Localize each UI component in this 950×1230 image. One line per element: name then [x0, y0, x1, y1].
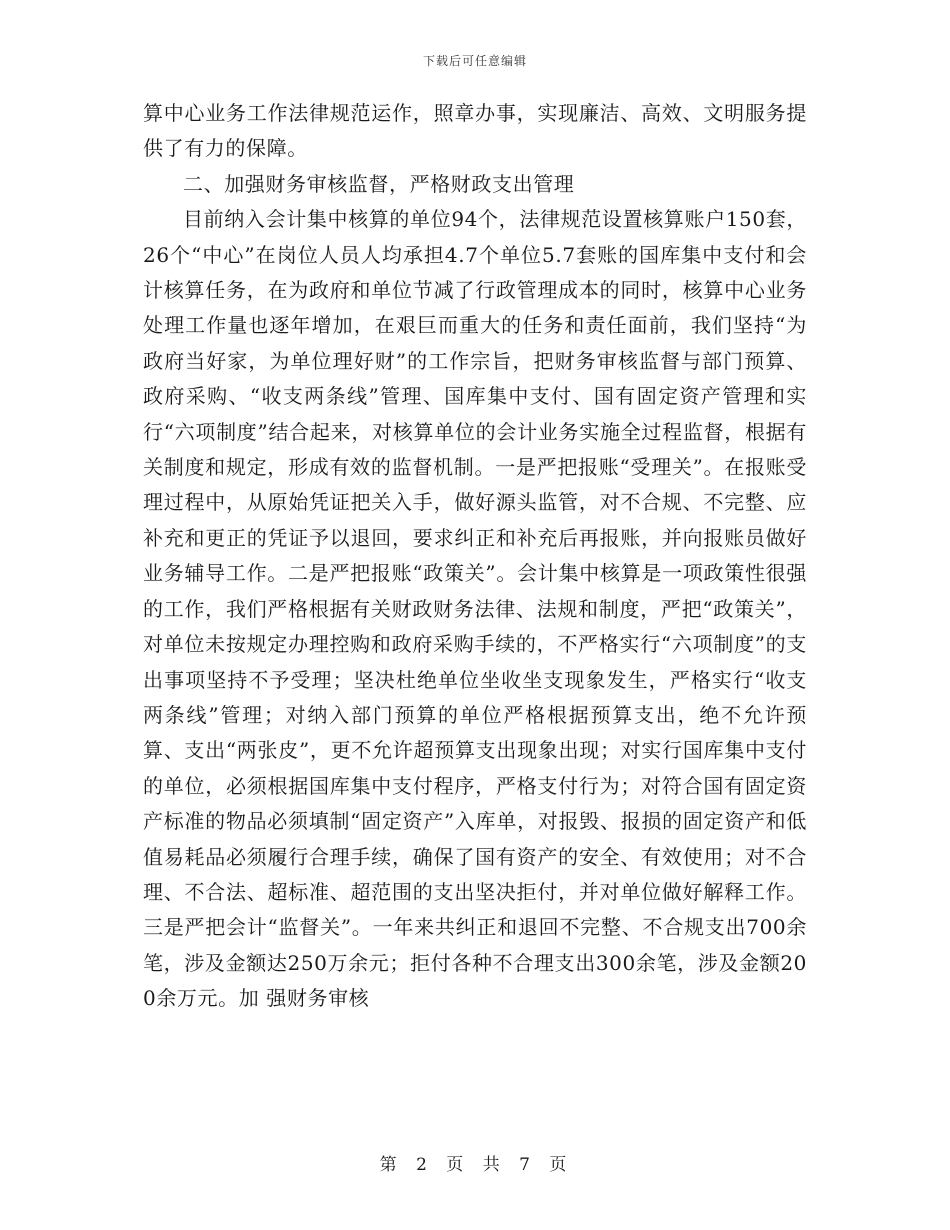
document-body: [143, 96, 807, 1017]
section-heading: 二、加强财务审核监督，严格财政支出管理: [183, 171, 575, 196]
page-number-footer: 第 2 页 共 7 页: [379, 1155, 571, 1175]
page-header-note: 下载后可任意编辑: [422, 54, 527, 68]
paragraph-main: 目前纳入会计集中核算的单位94个，法律规范设置核算账户150套，26个“中心”在岗位人员人均承担4.7个单位5.7套账的国库集中支付和会计核算任务，在为政府和单位节减了行政管理成本的同时，核算中心业务处理工作量也逐年增加，在艰巨而重大的任务和责任面前，我们坚持“为政府当好家，为单位理好财”的工作宗旨，把财务审核监督与部门预算、政府采购、“收支两条线”管理、国库集中支付、国有固定资产管理和实行“六项制度”结合起来，对核算单位的会计业务实施全过程监督，根据有关制度和规定，形成有效的监督机制。一是严把报账“受理关”。在报账受理过程中，从原始凭证把关入手，做好源头监管，对不合规、不完整、应补充和更正的凭证予以退回，要求纠正和补充后再报账，并向报账员做好业务辅导工作。二是严把报账“政策关”。会计集中核算是一项政策性很强的工作，我们严格根据有关财政财务法律、法规和制度，严把“政策关”，对单位未按规定办理控购和政府采购手续的，不严格实行“六项制度”的支出事项坚持不予受理；坚决杜绝单位坐收坐支现象发生，严格实行“收支两条线”管理；对纳入部门预算的单位严格根据预算支出，绝不允许预算、支出“两张皮”，更不允许超预算支出现象出现；对实行国库集中支付的单位，必须根据国库集中支付程序，严格支付行为；对符合国有固定资产标准的物品必须填制“固定资产”入库单，对报毁、报损的固定资产和低值易耗品必须履行合理手续，确保了国有资产的安全、有效使用；对不合理、不合法、超标准、超范围的支出坚决拒付，并对单位做好解释工作。三是严把会计“监督关”。一年来共纠正和退回不完整、不合规支出700余笔，涉及金额达250万余元；拒付各种不合理支出300余笔，涉及金额200余万元。加 强财务审核: [143, 207, 807, 1011]
paragraph-continuation: 算中心业务工作法律规范运作，照章办事，实现廉洁、高效、文明服务提供了有力的保障。: [143, 101, 807, 161]
